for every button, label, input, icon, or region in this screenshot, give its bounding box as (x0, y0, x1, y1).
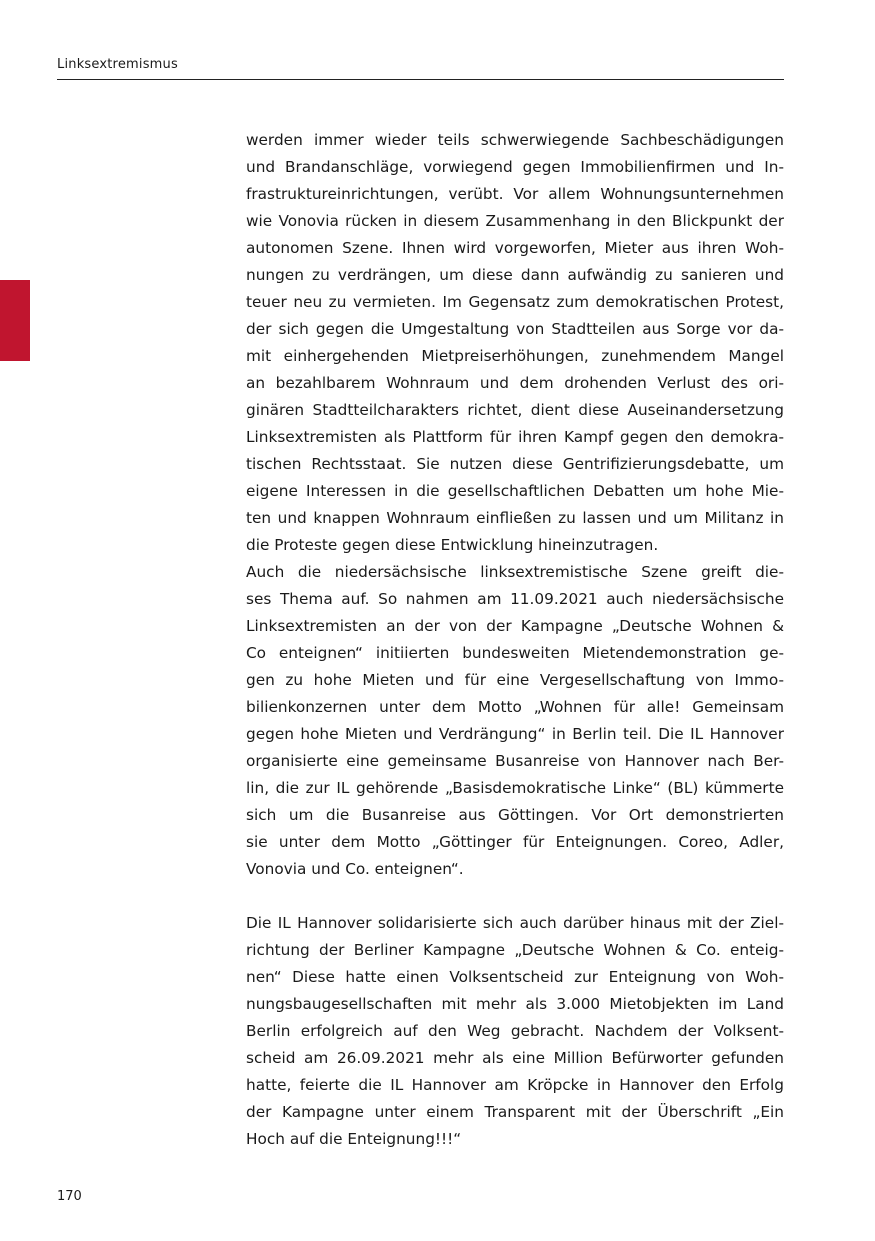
text-line: werden immer wieder teils schwerwiegende Sachbeschädigungen (246, 131, 784, 149)
text-line: Hoch auf die Enteignung!!!“ (246, 1130, 462, 1148)
paragraph-gap (246, 883, 784, 910)
text-line: gen zu hohe Mieten und für eine Vergesellschaftung von Immo- (246, 671, 784, 689)
text-line: wie Vonovia rücken in diesem Zusammenhang in den Blickpunkt der (246, 212, 784, 230)
text-line: teuer neu zu vermieten. Im Gegensatz zum demokratischen Protest, (246, 293, 784, 311)
paragraph (246, 910, 784, 1153)
text-line: Linksextremisten als Plattform für ihren Kampf gegen den demokra- (246, 428, 784, 446)
text-line: ten und knappen Wohnraum einfließen zu lassen und um Militanz in (246, 509, 784, 527)
paragraph (246, 559, 784, 883)
text-line: ses Thema auf. So nahmen am 11.09.2021 auch niedersächsische (246, 590, 784, 608)
text-line: und Brandanschläge, vorwiegend gegen Immobilienfirmen und In- (246, 158, 784, 176)
text-line: scheid am 26.09.2021 mehr als eine Million Befürworter gefunden (246, 1049, 784, 1067)
text-line: eigene Interessen in die gesellschaftlichen Debatten um hohe Mie- (246, 482, 784, 500)
text-line: sich um die Busanreise aus Göttingen. Vor Ort demonstrierten (246, 806, 784, 824)
text-line: der sich gegen die Umgestaltung von Stadtteilen aus Sorge vor da- (246, 320, 784, 338)
text-line: gegen hohe Mieten und Verdrängung“ in Berlin teil. Die IL Hannover (246, 725, 784, 743)
text-line: lin, die zur IL gehörende „Basisdemokratische Linke“ (BL) kümmerte (246, 779, 784, 797)
text-line: Co enteignen“ initiierten bundesweiten Mietendemonstration ge- (246, 644, 784, 662)
text-line: der Kampagne unter einem Transparent mit der Überschrift „Ein (246, 1103, 784, 1121)
running-header-title: Linksextremismus (57, 57, 178, 72)
text-line: hatte, feierte die IL Hannover am Kröpcke in Hannover den Erfolg (246, 1076, 784, 1094)
page-number: 170 (57, 1189, 82, 1204)
text-line: nungen zu verdrängen, um diese dann aufwändig zu sanieren und (246, 266, 784, 284)
text-line: Die IL Hannover solidarisierte sich auch darüber hinaus mit der Ziel- (246, 914, 784, 932)
text-line: Vonovia und Co. enteignen“. (246, 860, 464, 878)
header-divider (57, 79, 784, 80)
paragraph (246, 127, 784, 559)
text-line: bilienkonzernen unter dem Motto „Wohnen für alle! Gemeinsam (246, 698, 784, 716)
text-line: nen“ Diese hatte einen Volksentscheid zur Enteignung von Woh- (246, 968, 784, 986)
body-text (246, 127, 784, 1153)
text-line: nungsbaugesellschaften mit mehr als 3.000 Mietobjekten im Land (246, 995, 784, 1013)
text-line: sie unter dem Motto „Göttinger für Enteignungen. Coreo, Adler, (246, 833, 784, 851)
text-line: frastruktureinrichtungen, verübt. Vor allem Wohnungsunternehmen (246, 185, 784, 203)
text-line: die Proteste gegen diese Entwicklung hineinzutragen. (246, 536, 659, 554)
text-line: mit einhergehenden Mietpreiserhöhungen, zunehmendem Mangel (246, 347, 784, 365)
text-line: autonomen Szene. Ihnen wird vorgeworfen, Mieter aus ihren Woh- (246, 239, 784, 257)
text-line: tischen Rechtsstaat. Sie nutzen diese Gentrifizierungsdebatte, um (246, 455, 784, 473)
text-line: Berlin erfolgreich auf den Weg gebracht. Nachdem der Volksent- (246, 1022, 784, 1040)
text-line: organisierte eine gemeinsame Busanreise von Hannover nach Ber- (246, 752, 784, 770)
text-line: an bezahlbarem Wohnraum und dem drohenden Verlust des ori- (246, 374, 784, 392)
text-line: richtung der Berliner Kampagne „Deutsche Wohnen & Co. enteig- (246, 941, 784, 959)
text-line: ginären Stadtteilcharakters richtet, dient diese Auseinandersetzung (246, 401, 784, 419)
chapter-marker-tab (0, 280, 30, 361)
text-line: Linksextremisten an der von der Kampagne „Deutsche Wohnen & (246, 617, 784, 635)
text-line: Auch die niedersächsische linksextremistische Szene greift die- (246, 563, 784, 581)
